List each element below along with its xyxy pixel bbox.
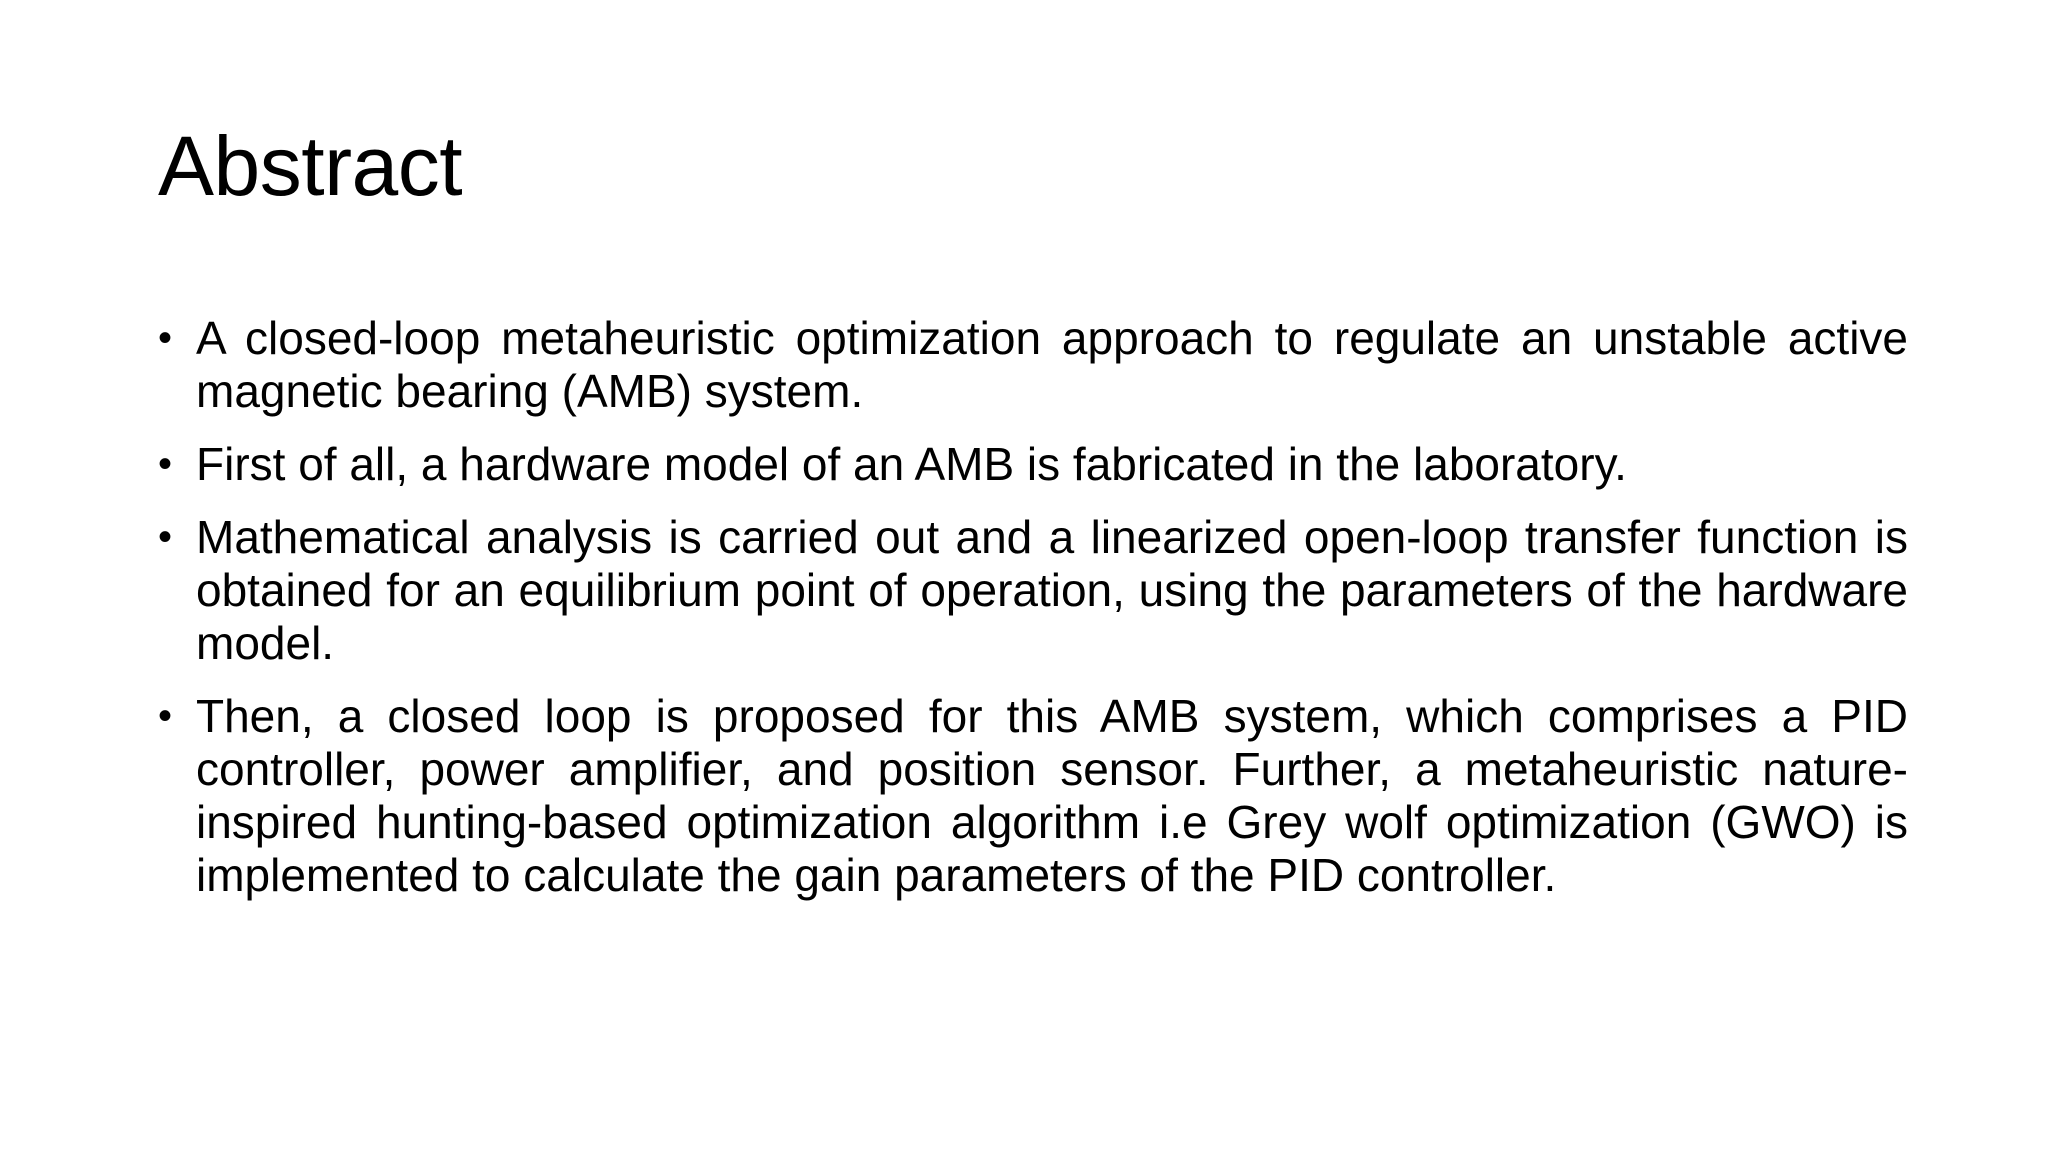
bullet-item — [158, 312, 1908, 418]
bullet-text: A closed-loop metaheuristic optimization approach to regulate an unstable active magnetic bearing (AMB) system. — [196, 312, 1908, 417]
bullet-text: Then, a closed loop is proposed for this AMB system, which comprises a PID controller, power amplifier, and position sensor. Further, a metaheuristic nature-inspired hunting-based optimization algorithm i.e Grey wolf optimization (GWO) is implemented to calculate the gain parameters of the PID controller. — [196, 690, 1908, 901]
bullet-glyph: • — [158, 515, 173, 559]
bullet-item — [158, 438, 1908, 491]
bullet-item — [158, 511, 1908, 670]
bullet-list — [158, 312, 1908, 922]
bullet-text: Mathematical analysis is carried out and a linearized open-loop transfer function is obtained for an equilibrium point of operation, using the parameters of the hardware model. — [196, 511, 1908, 669]
bullet-text: First of all, a hardware model of an AMB is fabricated in the laboratory. — [196, 438, 1627, 490]
slide-title: Abstract — [158, 119, 463, 213]
bullet-item — [158, 690, 1908, 902]
bullet-glyph: • — [158, 316, 173, 360]
bullet-glyph: • — [158, 442, 173, 486]
bullet-glyph: • — [158, 694, 173, 738]
